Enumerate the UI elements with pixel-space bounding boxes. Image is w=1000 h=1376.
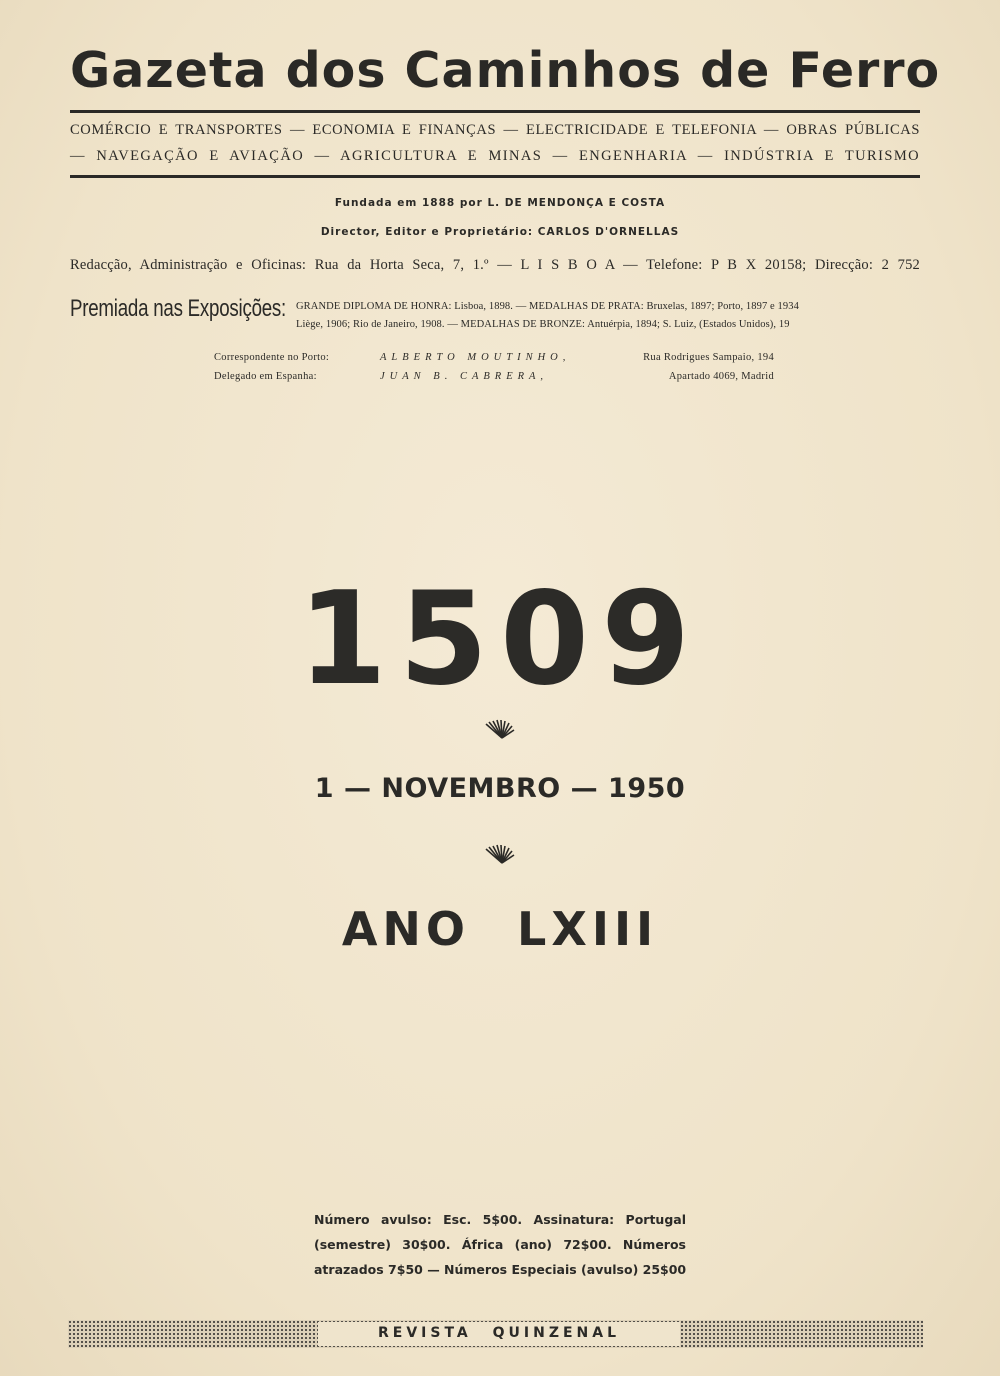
correspondent-row [214, 348, 774, 367]
issue-number: 1509 [297, 565, 703, 714]
masthead-title: Gazeta dos Caminhos de Ferro [70, 42, 941, 99]
correspondent-row [214, 367, 774, 386]
masthead-rule-top [70, 110, 920, 113]
correspondent-name: JUAN B. CABRERA, [380, 371, 549, 382]
awards-line-1: GRANDE DIPLOMA DE HONRA: Lisboa, 1898. — MEDALHAS DE PRATA: Bruxelas, 1897; Porto, 1897 e 1934 [296, 301, 799, 312]
correspondents [214, 348, 774, 386]
footer-label: REVISTA QUINZENAL [377, 1325, 621, 1341]
correspondent-address: Apartado 4069, Madrid [668, 371, 774, 382]
correspondent-name: ALBERTO MOUTINHO, [380, 352, 571, 363]
issue-year: ANO LXIII [341, 902, 659, 956]
awards-list [296, 298, 924, 334]
price-line-3: atrazados 7$50 — Números Especiais (avulso) 25$00 [314, 1262, 687, 1277]
founded-line: Fundada em 1888 por L. DE MENDONÇA E COSTA [334, 197, 666, 209]
price-line-2: (semestre) 30$00. África (ano) 72$00. Números [314, 1237, 686, 1252]
price-line-1: Número avulso: Esc. 5$00. Assinatura: Portugal [314, 1212, 686, 1227]
awards-label: Premiada nas Exposições: [70, 295, 287, 322]
price-info [314, 1207, 686, 1282]
issue-date: 1 — NOVEMBRO — 1950 [314, 773, 686, 804]
topics-line-1: COMÉRCIO E TRANSPORTES — ECONOMIA E FINANÇAS — ELECTRICIDADE E TELEFONIA — OBRAS PÚBLICAS [70, 122, 920, 138]
director-line: Director, Editor e Proprietário: CARLOS D'ORNELLAS [320, 226, 680, 238]
address-line: Redacção, Administração e Oficinas: Rua da Horta Seca, 7, 1.º — L I S B O A — Telefone: P B X 20158; Direcção: 2 752 [70, 257, 920, 273]
fan-ornament-icon [480, 843, 520, 867]
masthead-rule-bottom [70, 175, 920, 178]
fan-ornament-icon [480, 718, 520, 742]
topics-line-2: — NAVEGAÇÃO E AVIAÇÃO — AGRICULTURA E MINAS — ENGENHARIA — INDÚSTRIA E TURISMO [70, 148, 920, 164]
correspondent-label: Correspondente no Porto: [214, 352, 330, 363]
correspondent-label: Delegado em Espanha: [214, 371, 317, 382]
awards-line-2: Liège, 1906; Rio de Janeiro, 1908. — MEDALHAS DE BRONZE: Antuérpia, 1894; S. Luiz, (Estados Unidos), 19 [296, 319, 790, 330]
correspondent-address: Rua Rodrigues Sampaio, 194 [643, 352, 774, 363]
